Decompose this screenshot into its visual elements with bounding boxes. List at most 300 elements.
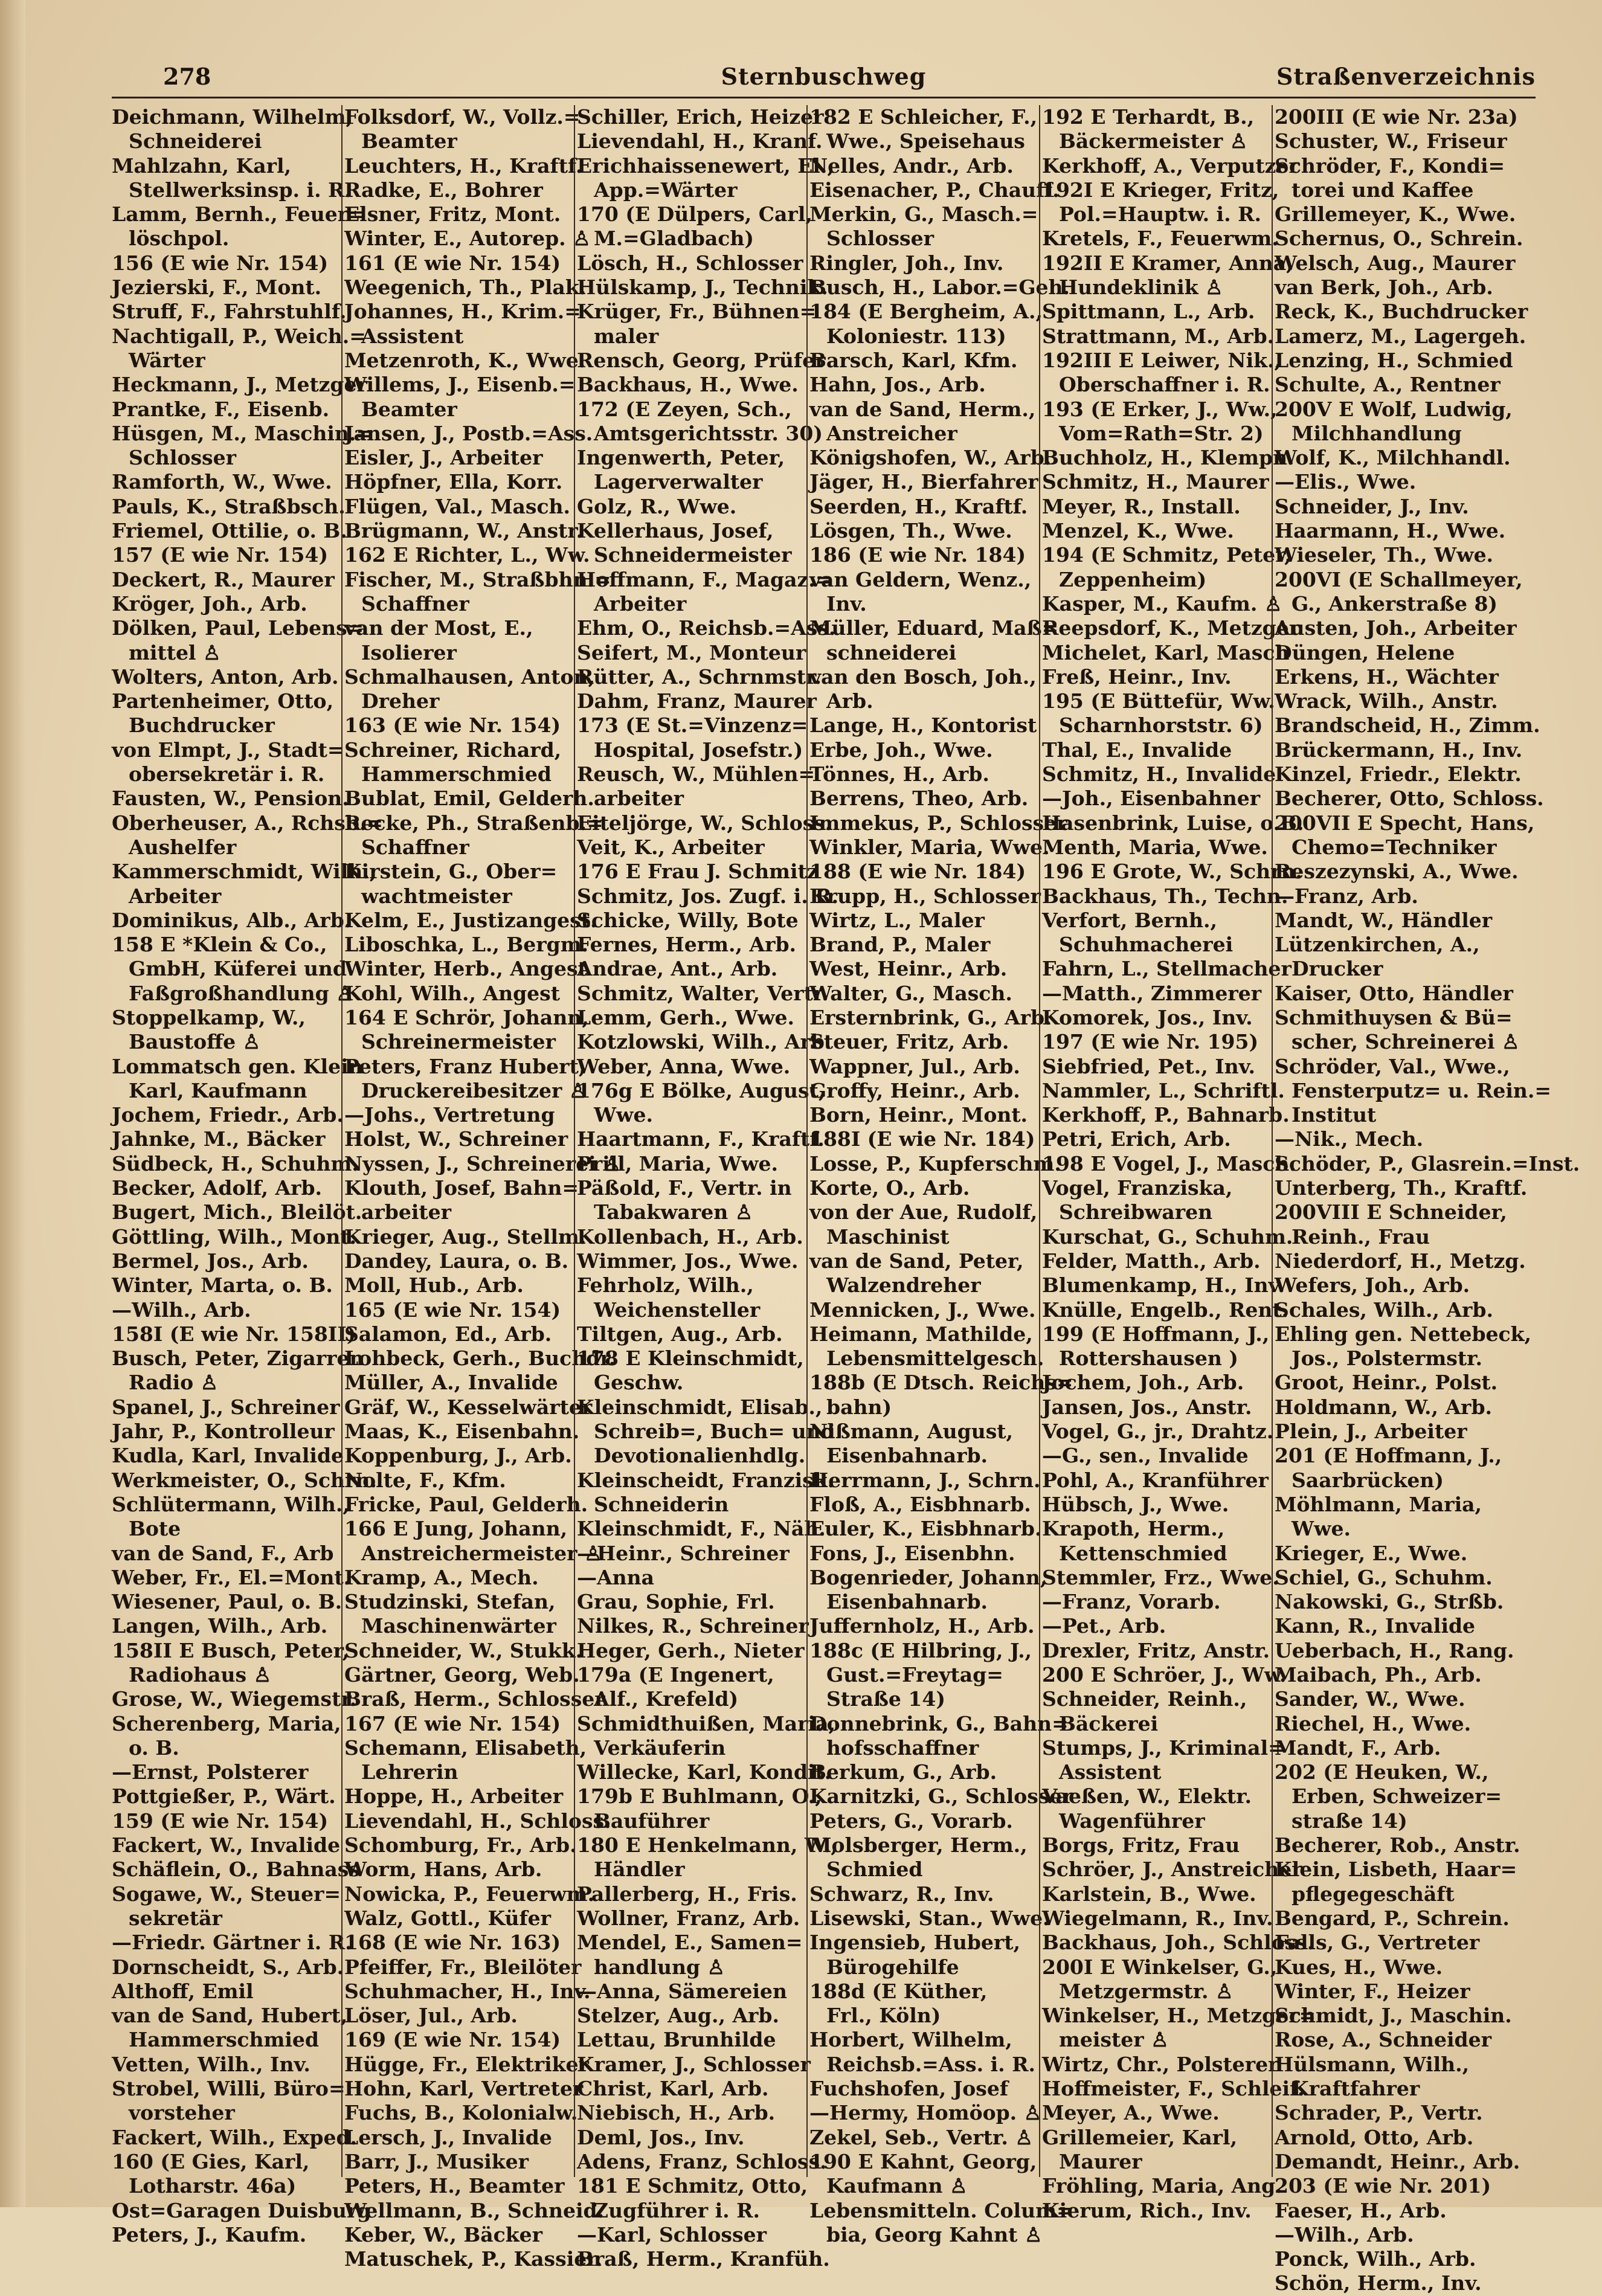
directory-entry: —Karl, Schlosser	[577, 2222, 767, 2246]
directory-entry: bahn)	[826, 1395, 892, 1419]
directory-column-3	[577, 105, 839, 2271]
directory-entry: von der Aue, Rudolf,	[809, 1200, 1038, 1224]
directory-entry: Kröger, Joh., Arb.	[112, 591, 307, 616]
directory-entry: Brand, P., Maler	[809, 933, 991, 957]
directory-entry: 201 (E Hoffmann, J.,	[1275, 1444, 1502, 1468]
column-divider	[1272, 105, 1273, 2177]
directory-entry: Kleinscheidt, Franzisk.	[577, 1468, 835, 1492]
directory-entry: Klouth, Josef, Bahn=	[344, 1176, 579, 1200]
directory-entry: Backhaus, H., Wwe.	[577, 373, 799, 397]
directory-entry: sekretär	[129, 1906, 222, 1930]
directory-entry: Lamm, Bernh., Feuer=	[112, 202, 365, 227]
directory-entry: Lievendahl, H., Kranf.	[577, 129, 823, 153]
directory-entry: Stellwerksinsp. i. R.	[129, 178, 352, 202]
directory-entry: —Johs., Vertretung	[344, 1103, 555, 1127]
directory-entry: Nilkes, R., Schreiner	[577, 1614, 809, 1638]
directory-entry: 156 (E wie Nr. 154)	[112, 251, 329, 275]
directory-entry: Spittmann, L., Arb.	[1042, 300, 1255, 324]
directory-entry: van der Most, E.,	[344, 616, 533, 640]
directory-entry: 193 (E Erker, J., Ww.,	[1042, 397, 1278, 421]
directory-entry: Jochem, Friedr., Arb.	[112, 1103, 344, 1127]
directory-entry: Peters, J., Kaufm.	[112, 2222, 307, 2246]
directory-entry: 182 E Schleicher, F.,	[809, 105, 1038, 129]
directory-entry: Inv.	[826, 591, 867, 616]
directory-entry: Schiller, Erich, Heizer	[577, 105, 824, 129]
directory-entry: —Anna, Sämereien	[577, 1979, 787, 2003]
directory-entry: Rose, A., Schneider	[1275, 2028, 1491, 2052]
directory-entry: 159 (E wie Nr. 154)	[112, 1809, 329, 1833]
directory-entry: Maschinenwärter	[361, 1614, 556, 1638]
directory-entry: Prill, Maria, Wwe.	[577, 1151, 778, 1175]
column-divider	[1039, 105, 1040, 2177]
directory-entry: Gust.=Freytag=	[826, 1663, 1003, 1687]
directory-entry: Lehrerin	[361, 1760, 458, 1784]
directory-entry: Weber, Fr., El.=Mont.	[112, 1565, 351, 1589]
directory-entry: 172 (E Zeyen, Sch.,	[577, 397, 792, 421]
directory-entry: Peters, H., Beamter	[344, 2174, 565, 2198]
directory-entry: Drucker	[1292, 957, 1383, 981]
directory-entry: arbeiter	[594, 786, 684, 811]
directory-entry: Nyssen, J., Schreinerei ♙	[344, 1151, 621, 1175]
page-header	[112, 59, 1536, 98]
directory-entry: 197 (E wie Nr. 195)	[1042, 1030, 1259, 1054]
directory-entry: Schneidermeister	[594, 543, 792, 567]
directory-entry: Hoppe, H., Arbeiter	[344, 1784, 564, 1809]
directory-entry: Peters, Franz Hubert,	[344, 1054, 586, 1078]
directory-entry: Hospital, Josefstr.)	[594, 738, 803, 762]
directory-entry: Lievendahl, H., Schloss.	[344, 1809, 611, 1833]
directory-entry: Schuhmacherei	[1059, 933, 1234, 957]
directory-entry: Kraftfahrer	[1292, 2077, 1420, 2101]
directory-entry: Wiesener, Paul, o. B.	[112, 1590, 343, 1614]
directory-entry: Haarmann, H., Wwe.	[1275, 519, 1506, 543]
directory-entry: Baustoffe ♙	[129, 1030, 261, 1054]
directory-entry: Gärtner, Georg, Web.	[344, 1663, 580, 1687]
directory-entry: Verfort, Bernh.,	[1042, 908, 1218, 932]
directory-entry: Verkäuferin	[594, 1735, 726, 1760]
directory-entry: Fausten, W., Pension.	[112, 786, 349, 811]
directory-entry: —Joh., Eisenbahner	[1042, 786, 1261, 811]
directory-entry: Wolf, K., Milchhandl.	[1275, 446, 1511, 470]
directory-entry: Möhlmann, Maria,	[1275, 1492, 1482, 1516]
directory-entry: Felder, Matth., Arb.	[1042, 1249, 1261, 1273]
directory-entry: Schröder, F., Kondi=	[1275, 153, 1505, 178]
directory-entry: Beamter	[361, 397, 457, 421]
directory-entry: Kirstein, G., Ober=	[344, 860, 558, 884]
directory-entry: Buchdrucker	[129, 713, 275, 738]
directory-entry: Mandt, F., Arb.	[1275, 1735, 1441, 1760]
directory-entry: —Heinr., Schreiner	[577, 1541, 790, 1565]
directory-entry: Rottershausen )	[1059, 1346, 1238, 1371]
directory-entry: Falls, G., Vertreter	[1275, 1931, 1480, 1955]
directory-entry: Lisewski, Stan., Wwe.	[809, 1906, 1050, 1930]
directory-entry: 192II E Kramer, Anna,	[1042, 251, 1293, 275]
directory-entry: 179a (E Ingenert,	[577, 1663, 774, 1687]
directory-entry: Welsch, Aug., Maurer	[1275, 251, 1516, 275]
directory-entry: Arb.	[826, 689, 873, 713]
directory-entry: —Pet., Arb.	[1042, 1614, 1166, 1638]
directory-entry: mittel ♙	[129, 640, 221, 664]
directory-entry: Straße 14)	[826, 1687, 945, 1711]
directory-entry: Alf., Krefeld)	[594, 1687, 739, 1711]
directory-entry: Lersch, J., Invalide	[344, 2125, 552, 2149]
directory-entry: Fuchshofen, Josef	[809, 2077, 1009, 2101]
directory-entry: Dreher	[361, 689, 440, 713]
directory-entry: M.=Gladbach)	[594, 227, 754, 251]
directory-entry: Golz, R., Wwe.	[577, 494, 737, 518]
directory-entry: Grose, W., Wiegemstr.	[112, 1687, 357, 1711]
directory-entry: —G., sen., Invalide	[1042, 1444, 1249, 1468]
directory-entry: 168 (E wie Nr. 163)	[344, 1931, 561, 1955]
directory-entry: Wwe.	[594, 1103, 653, 1127]
directory-entry: Weichensteller	[594, 1298, 761, 1322]
directory-entry: Pol.=Hauptw. i. R.	[1059, 202, 1261, 227]
directory-entry: Dölken, Paul, Lebens=	[112, 616, 364, 640]
directory-entry: —Matth., Zimmerer	[1042, 981, 1262, 1005]
directory-entry: Menzel, K., Wwe.	[1042, 519, 1234, 543]
directory-entry: Schuhmacher, H., Inv.	[344, 1979, 591, 2003]
directory-entry: Grillemeyer, K., Wwe.	[1275, 202, 1516, 227]
directory-entry: Nelles, Andr., Arb.	[809, 153, 1014, 178]
directory-entry: Winter, E., Autorep. ♙	[344, 227, 591, 251]
directory-entry: Bäckerei	[1059, 1711, 1159, 1735]
directory-entry: Wagenführer	[1059, 1809, 1205, 1833]
directory-entry: Höpfner, Ella, Korr.	[344, 470, 563, 494]
directory-entry: Assistent	[1059, 1760, 1162, 1784]
directory-entry: Siebfried, Pet., Inv.	[1042, 1054, 1256, 1078]
directory-entry: van de Sand, Peter,	[809, 1249, 1024, 1273]
directory-entry: Schmitz, Jos. Zugf. i. R.	[577, 884, 839, 908]
directory-entry: Ponck, Wilh., Arb.	[1275, 2247, 1476, 2271]
directory-entry: Groot, Heinr., Polst.	[1275, 1371, 1498, 1395]
directory-entry: Molsberger, Herm.,	[809, 1833, 1028, 1857]
directory-entry: Stumps, J., Kriminal=	[1042, 1735, 1285, 1760]
directory-entry: Groffy, Heinr., Arb.	[809, 1078, 1020, 1102]
directory-entry: Vogel, Franziska,	[1042, 1176, 1233, 1200]
directory-entry: Milchhandlung	[1292, 421, 1462, 445]
directory-entry: Dornscheidt, S., Arb.	[112, 1955, 344, 1979]
directory-entry: 203 (E wie Nr. 201)	[1275, 2174, 1491, 2198]
directory-entry: Spanel, J., Schreiner	[112, 1395, 340, 1419]
directory-entry: Winter, F., Heizer	[1275, 1979, 1470, 2003]
directory-entry: Partenheimer, Otto,	[112, 689, 334, 713]
directory-entry: Kinzel, Friedr., Elektr.	[1275, 762, 1522, 786]
directory-entry: Zugführer i. R.	[594, 2198, 761, 2222]
directory-entry: wachtmeister	[361, 884, 512, 908]
directory-entry: —Wilh., Arb.	[1275, 2222, 1414, 2246]
directory-entry: Reusch, W., Mühlen=	[577, 762, 815, 786]
directory-entry: Winter, Marta, o. B.	[112, 1273, 333, 1298]
directory-entry: Schröder, Val., Wwe.,	[1275, 1054, 1510, 1078]
directory-entry: Ersternbrink, G., Arb.	[809, 1005, 1052, 1029]
directory-entry: 198 E Vogel, J., Masch.	[1042, 1151, 1296, 1175]
directory-entry: Kleinschmidt, F., Näh.	[577, 1517, 826, 1541]
directory-entry: Reepsdorf, K., Metzger	[1042, 616, 1300, 640]
directory-entry: Rensch, Georg, Prüfer	[577, 348, 826, 372]
directory-entry: handlung ♙	[594, 1955, 725, 1979]
directory-entry: Strattmann, M., Arb.	[1042, 324, 1275, 348]
directory-entry: Busch, Peter, Zigarren	[112, 1346, 364, 1371]
directory-entry: Hundeklinik ♙	[1059, 275, 1223, 300]
directory-entry: Holst, W., Schreiner	[344, 1127, 568, 1151]
directory-entry: Fackert, Wilh., Exped.	[112, 2125, 358, 2149]
directory-entry: Lohbeck, Gerh., Buchdr.	[344, 1346, 616, 1371]
directory-entry: Schreib=, Buch= und	[594, 1420, 835, 1444]
directory-entry: Wimmer, Jos., Wwe.	[577, 1249, 799, 1273]
directory-entry: Eisenbahnarb.	[826, 1444, 988, 1468]
directory-entry: torei und Kaffee	[1292, 178, 1474, 202]
directory-entry: Knülle, Engelb., Rent.	[1042, 1298, 1289, 1322]
directory-entry: Ramforth, W., Wwe.	[112, 470, 332, 494]
directory-entry: o. B.	[129, 1735, 179, 1760]
directory-entry: Faßgroßhandlung ♙	[129, 981, 354, 1005]
directory-entry: Nakowski, G., Strßb.	[1275, 1590, 1504, 1614]
directory-entry: Bote	[129, 1517, 181, 1541]
directory-entry: Kasper, M., Kaufm. ♙	[1042, 591, 1282, 616]
directory-entry: 200VII E Specht, Hans,	[1275, 811, 1535, 835]
directory-entry: Eisler, J., Arbeiter	[344, 446, 543, 470]
directory-entry: Metzgermstr. ♙	[1059, 1979, 1234, 2003]
directory-entry: Horbert, Wilhelm,	[809, 2028, 1012, 2052]
directory-entry: Weegenich, Th., Plak.	[344, 275, 587, 300]
directory-entry: Hülsmann, Wilh.,	[1275, 2052, 1470, 2076]
directory-column-4	[809, 105, 1073, 2246]
directory-entry: Eisenacher, P., Chauff.	[809, 178, 1060, 202]
directory-entry: Schöder, P., Glasrein.=Inst.	[1275, 1151, 1580, 1175]
directory-entry: Dominikus, Alb., Arb.	[112, 908, 352, 932]
directory-entry: Oberheuser, A., Rchsb.=	[112, 811, 384, 835]
directory-entry: Müller, Eduard, Maß=	[809, 616, 1059, 640]
directory-entry: Becherer, Otto, Schloss.	[1275, 786, 1544, 811]
directory-entry: Hasenbrink, Luise, o.B.	[1042, 811, 1304, 835]
directory-entry: Vetten, Wilh., Inv.	[112, 2052, 310, 2076]
directory-entry: Pfeiffer, Fr., Bleilöter	[344, 1955, 582, 1979]
directory-entry: 180 E Henkelmann, W.,	[577, 1833, 838, 1857]
directory-entry: 200I E Winkelser, G.,	[1042, 1955, 1278, 1979]
directory-entry: Winter, Herb., Angest	[344, 957, 587, 981]
directory-entry: Zeppenheim)	[1059, 567, 1207, 591]
directory-entry: 190 E Kahnt, Georg,	[809, 2149, 1037, 2173]
directory-entry: Lemm, Gerh., Wwe.	[577, 1005, 794, 1029]
directory-entry: Elsner, Fritz, Mont.	[344, 202, 561, 227]
directory-entry: Heckmann, J., Metzger	[112, 373, 367, 397]
directory-entry: Kotzlowski, Wilh., Arb.	[577, 1030, 832, 1054]
directory-entry: Nißmann, August,	[809, 1420, 1014, 1444]
directory-entry: Hahn, Jos., Arb.	[809, 373, 986, 397]
directory-entry: Krüger, Fr., Bühnen=	[577, 300, 817, 324]
directory-entry: Geschw.	[594, 1371, 684, 1395]
directory-entry: Unterberg, Th., Kraftf.	[1275, 1176, 1528, 1200]
directory-entry: Schneider, J., Inv.	[1275, 494, 1469, 518]
directory-entry: Fehrholz, Wilh.,	[577, 1273, 754, 1298]
directory-entry: Keber, W., Bäcker	[344, 2222, 542, 2246]
directory-entry: Arbeiter	[129, 884, 222, 908]
directory-entry: Schäflein, O., Bahnass	[112, 1857, 360, 1882]
directory-entry: Kretels, F., Feuerwm.	[1042, 227, 1279, 251]
directory-entry: Blumenkamp, H., Inv.	[1042, 1273, 1285, 1298]
directory-entry: Jezierski, F., Mont.	[112, 275, 322, 300]
directory-entry: Wiegelmann, R., Inv.	[1042, 1906, 1273, 1930]
directory-entry: Weber, Anna, Wwe.	[577, 1054, 791, 1078]
directory-entry: 167 (E wie Nr. 154)	[344, 1711, 561, 1735]
directory-entry: Walzendreher	[826, 1273, 981, 1298]
directory-entry: Heger, Gerh., Nieter	[577, 1638, 805, 1662]
directory-entry: Liboschka, L., Bergm.	[344, 933, 589, 957]
directory-entry: Stelzer, Aug., Arb.	[577, 2004, 779, 2028]
directory-entry: Pottgießer, P., Wärt.	[112, 1784, 336, 1809]
directory-entry: Vaeßen, W., Elektr.	[1042, 1784, 1252, 1809]
directory-entry: Hübsch, J., Wwe.	[1042, 1492, 1229, 1516]
directory-entry: pflegegeschäft	[1292, 1882, 1455, 1906]
directory-entry: —Ernst, Polsterer	[112, 1760, 309, 1784]
directory-entry: Frl., Köln)	[826, 2004, 941, 2028]
directory-entry: 169 (E wie Nr. 154)	[344, 2028, 561, 2052]
directory-entry: Niederdorf, H., Metzg.	[1275, 1249, 1526, 1273]
directory-entry: Steuer, Fritz, Arb.	[809, 1030, 1009, 1054]
directory-entry: Tabakwaren ♙	[594, 1200, 753, 1224]
directory-entry: Devotionalienhdlg.	[594, 1444, 806, 1468]
directory-entry: Hügge, Fr., Elektriker	[344, 2052, 589, 2076]
directory-entry: 166 E Jung, Johann,	[344, 1517, 568, 1541]
directory-entry: Lotharstr. 46a)	[129, 2174, 297, 2198]
directory-entry: Arnold, Otto, Arb.	[1275, 2125, 1474, 2149]
directory-entry: Kaufmann ♙	[826, 2174, 968, 2198]
directory-entry: —Anna	[577, 1565, 654, 1589]
directory-entry: Schreiner, Richard,	[344, 738, 562, 762]
directory-entry: Hüsgen, M., Maschin.=	[112, 421, 373, 445]
directory-entry: Friemel, Ottilie, o. B.	[112, 519, 347, 543]
directory-entry: Haartmann, F., Kraftf.	[577, 1127, 825, 1151]
directory-entry: 188b (E Dtsch. Reichs=	[809, 1371, 1073, 1395]
directory-entry: Maibach, Ph., Arb.	[1275, 1663, 1482, 1687]
directory-entry: Braß, Herm., Schlosser	[344, 1687, 605, 1711]
directory-entry: GmbH, Küferei und	[129, 957, 347, 981]
directory-entry: Kettenschmied	[1059, 1541, 1227, 1565]
directory-entry: Wrack, Wilh., Anstr.	[1275, 689, 1498, 713]
directory-entry: Korte, O., Arb.	[809, 1176, 970, 1200]
directory-entry: Schwarz, R., Inv.	[809, 1882, 994, 1906]
directory-entry: Südbeck, H., Schuhm.	[112, 1151, 359, 1175]
directory-entry: Isolierer	[361, 640, 457, 664]
directory-entry: Deml, Jos., Inv.	[577, 2125, 745, 2149]
directory-entry: Radio ♙	[129, 1371, 219, 1395]
directory-entry: G., Ankerstraße 8)	[1292, 591, 1498, 616]
directory-entry: Willecke, Karl, Kondit.	[577, 1760, 832, 1784]
directory-entry: Fons, J., Eisenbhn.	[809, 1541, 1015, 1565]
directory-entry: Deichmann, Wilhelm,	[112, 105, 353, 129]
directory-entry: Kudla, Karl, Invalide	[112, 1444, 344, 1468]
directory-entry: Erben, Schweizer=	[1292, 1784, 1502, 1809]
directory-entry: Lenzing, H., Schmied	[1275, 348, 1513, 372]
directory-entry: Scharnhorststr. 6)	[1059, 713, 1263, 738]
directory-entry: Beamter	[361, 129, 457, 153]
directory-entry: Salamon, Ed., Arb.	[344, 1322, 552, 1346]
directory-entry: Kramer, J., Schlosser	[577, 2052, 811, 2076]
directory-entry: 188 (E wie Nr. 184)	[809, 860, 1026, 884]
directory-entry: Fernes, Herm., Arb.	[577, 933, 797, 957]
directory-entry: Maas, K., Eisenbahn.	[344, 1420, 580, 1444]
directory-entry: Krupp, H., Schlosser	[809, 884, 1041, 908]
directory-entry: Mahlzahn, Karl,	[112, 153, 291, 178]
directory-entry: Ingensieb, Hubert,	[809, 1931, 1021, 1955]
directory-entry: Seerden, H., Kraftf.	[809, 494, 1028, 518]
directory-entry: Hammerschmied	[129, 2028, 319, 2052]
directory-entry: Thal, E., Invalide	[1042, 738, 1232, 762]
directory-entry: Walter, G., Masch.	[809, 981, 1012, 1005]
directory-entry: Juffernholz, H., Arb.	[809, 1614, 1035, 1638]
directory-entry: Langen, Wilh., Arb.	[112, 1614, 328, 1638]
directory-entry: Bauführer	[594, 1809, 710, 1833]
directory-entry: Holdmann, W., Arb.	[1275, 1395, 1493, 1419]
directory-entry: Krieger, Aug., Stellm.	[344, 1224, 587, 1249]
directory-entry: Bublat, Emil, Gelderh.	[344, 786, 594, 811]
directory-entry: Herrmann, J., Schrn.	[809, 1468, 1041, 1492]
directory-entry: 192III E Leiwer, Nik.,	[1042, 348, 1281, 372]
directory-columns	[112, 105, 1580, 2295]
directory-entry: Andrae, Ant., Arb.	[577, 957, 778, 981]
directory-entry: Stemmler, Frz., Wwe.	[1042, 1565, 1279, 1589]
directory-entry: Vogel, G., jr., Drahtz.	[1042, 1420, 1274, 1444]
column-divider	[806, 105, 808, 2177]
directory-entry: Barr, J., Musiker	[344, 2149, 529, 2173]
directory-entry: Hohn, Karl, Vertreter	[344, 2077, 584, 2101]
directory-entry: 188c (E Hilbring, J.,	[809, 1638, 1032, 1662]
directory-entry: Backhaus, Joh., Schloss.	[1042, 1931, 1314, 1955]
directory-entry: Mendel, E., Samen=	[577, 1931, 803, 1955]
directory-entry: Backhaus, Th., Techn.	[1042, 884, 1288, 908]
directory-entry: Kramp, A., Mech.	[344, 1565, 539, 1589]
directory-entry: Euler, K., Eisbhnarb.	[809, 1517, 1042, 1541]
directory-entry: Becherer, Rob., Anstr.	[1275, 1833, 1520, 1857]
directory-entry: Radke, E., Bohrer	[344, 178, 543, 202]
directory-entry: Pohl, A., Kranführer	[1042, 1468, 1269, 1492]
directory-entry: Busch, H., Labor.=Geh.	[809, 275, 1070, 300]
directory-entry: 196 E Grote, W., Schrn.	[1042, 860, 1302, 884]
directory-entry: Losse, P., Kupferschm.	[809, 1151, 1061, 1175]
directory-entry: Wieseler, Th., Wwe.	[1275, 543, 1494, 567]
directory-entry: Schuster, W., Friseur	[1275, 129, 1507, 153]
directory-entry: Maurer	[1059, 2149, 1142, 2173]
directory-entry: hofsschaffner	[826, 1735, 979, 1760]
directory-entry: 164 E Schrör, Johann,	[344, 1005, 589, 1029]
directory-entry: Braß, Herm., Kranfüh.	[577, 2247, 830, 2271]
directory-entry: Schneiderin	[594, 1492, 729, 1516]
directory-entry: 176 E Frau J. Schmitz	[577, 860, 819, 884]
directory-entry: Düngen, Helene	[1275, 640, 1455, 664]
directory-entry: Adens, Franz, Schloss.	[577, 2149, 827, 2173]
directory-entry: Institut	[1292, 1103, 1377, 1127]
directory-entry: Krapoth, Herm.,	[1042, 1517, 1225, 1541]
directory-entry: Reszezynski, A., Wwe.	[1275, 860, 1519, 884]
directory-entry: Riechel, H., Wwe.	[1275, 1711, 1472, 1735]
directory-entry: Wefers, Joh., Arb.	[1275, 1273, 1470, 1298]
section-title: Straßenverzeichnis	[1276, 63, 1536, 90]
directory-entry: straße 14)	[1292, 1809, 1407, 1833]
directory-entry: Kerkhoff, A., Verputzer	[1042, 153, 1299, 178]
directory-entry: Amtsgerichtsstr. 30)	[594, 421, 823, 445]
directory-entry: 165 (E wie Nr. 154)	[344, 1298, 561, 1322]
directory-entry: Winkelser, H., Metzger=	[1042, 2004, 1316, 2028]
directory-entry: Borgs, Fritz, Frau	[1042, 1833, 1240, 1857]
directory-entry: Schemann, Elisabeth,	[344, 1735, 587, 1760]
directory-entry: Fischer, M., Straßbhn.=	[344, 567, 611, 591]
directory-entry: Ueberbach, H., Rang.	[1275, 1638, 1514, 1662]
directory-entry: Buchholz, H., Klempn.	[1042, 446, 1295, 470]
directory-entry: Matuschek, P., Kassier.	[344, 2247, 603, 2271]
directory-entry: Vom=Rath=Str. 2)	[1059, 421, 1264, 445]
directory-entry: Schneiderei	[129, 129, 262, 153]
directory-entry: Becker, Adolf, Arb.	[112, 1176, 323, 1200]
